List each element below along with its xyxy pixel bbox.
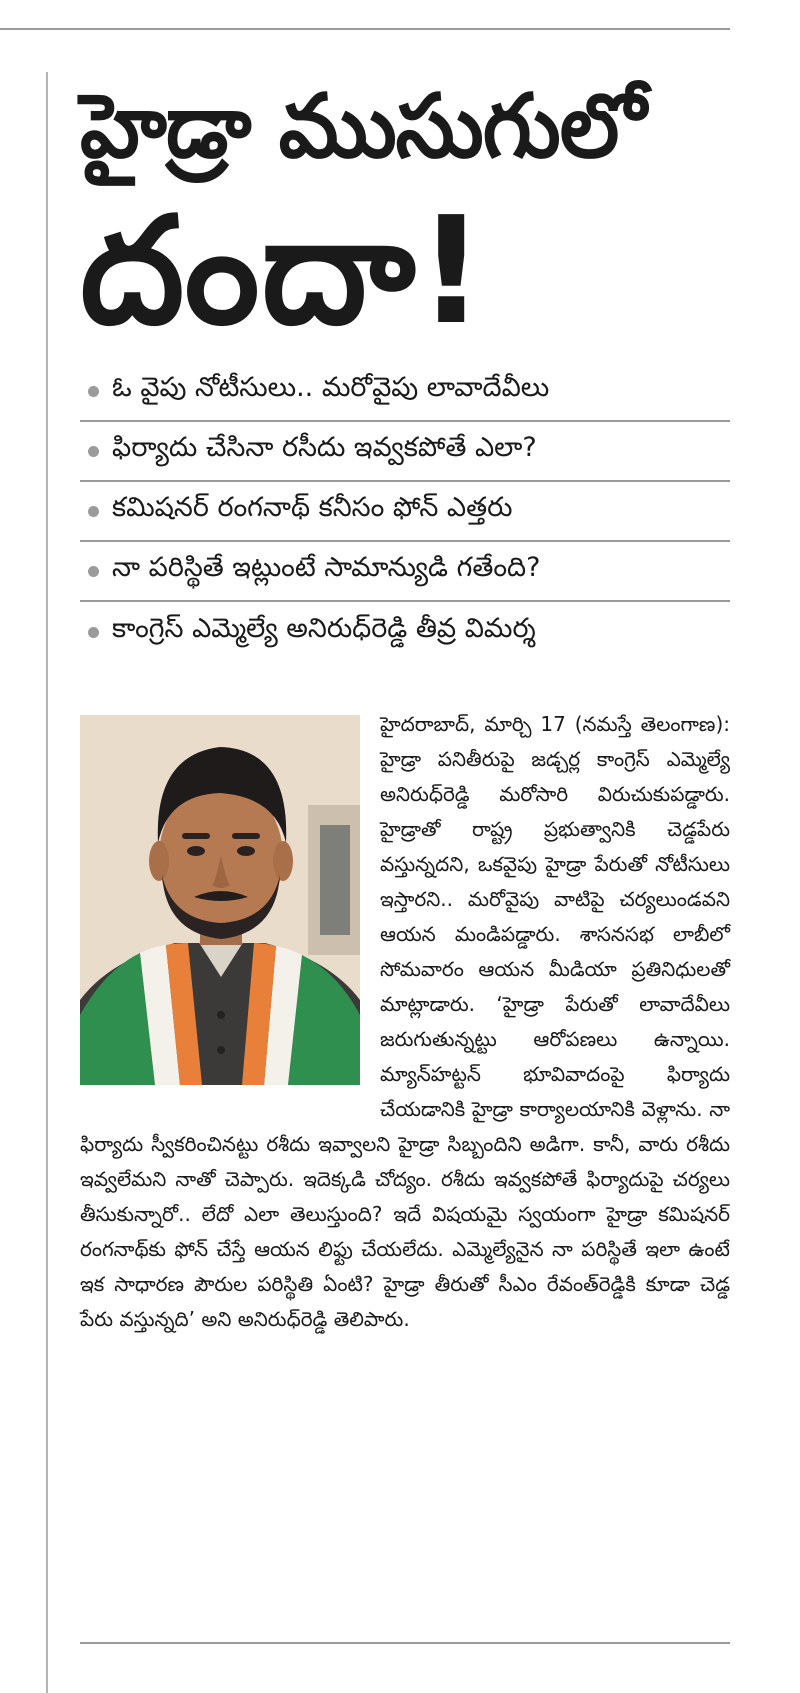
bullet-text: ఫిర్యాదు చేసినా రసీదు ఇవ్వకపోతే ఎలా?	[112, 432, 537, 463]
article-body-text: హైదరాబాద్, మార్చి 17 (నమస్తే తెలంగాణ): హైడ్రా పనితీరుపై జడ్చర్ల కాంగ్రెస్ ఎమ్మెల్యే అనిరుధ్‌రెడ్డి మరోసారి విరుచుకుపడ్డారు. హైడ్రాతో రాష్ట్ర ప్రభుత్వానికి చెడ్డపేరు వస్తున్నదని, ఒకవైపు హైడ్రా పేరుతో నోటీసులు ఇస్తారని.. మరోవైపు వాటిపై చర్యలుండవని ఆయన మండిపడ్డారు. శాసనసభ లాబీలో సోమవారం ఆయన మీడియా ప్రతినిధులతో మాట్లాడారు. ‘హైడ్రా పేరుతో లావాదేవీలు జరుగుతున్నట్టు ఆరోపణలు ఉన్నాయి. మ్యాన్‌హట్టన్ భూవివాదంపై ఫిర్యాదు చేయడానికి హైడ్రా కార్యాలయానికి వెళ్లాను. నా ఫిర్యాదు స్వీకరించినట్టు రశీదు ఇవ్వాలని హైడ్రా సిబ్బందిని అడిగా. కానీ, వారు రశీదు ఇవ్వలేమని నాతో చెప్పారు. ఇదెక్కడి చోద్యం. రశీదు ఇవ్వకపోతే ఫిర్యాదుపై చర్యలు తీసుకున్నారో.. లేదో ఎలా తెలుస్తుంది? ఇదే విషయమై స్వయంగా హైడ్రా కమిషనర్ రంగనాథ్‌కు ఫోన్ చేస్తే ఆయన లిఫ్టు చేయలేదు. ఎమ్మెల్యేనైన నా పరిస్థితే ఇలా ఉంటే ఇక సాధారణ పౌరుల పరిస్థితి ఏంటి? హైడ్రా తీరుతో సీఎం రేవంత్‌రెడ్డికి కూడా చెడ్డ పేరు వస్తున్నది’ అని అనిరుధ్‌రెడ్డి తెలిపారు.	[80, 712, 730, 1331]
bullet-dot-icon	[88, 446, 99, 457]
top-divider	[0, 28, 730, 30]
bullet-dot-icon	[88, 627, 99, 638]
mla-portrait-photo	[80, 715, 360, 1085]
article-body-block	[80, 707, 730, 1337]
summary-bullet	[80, 542, 730, 602]
bullet-text: కమిషనర్ రంగనాథ్ కనీసం ఫోన్ ఎత్తరు	[112, 492, 513, 523]
news-article	[80, 70, 730, 662]
headline-line-2: దందా!	[80, 185, 487, 357]
bullet-text: కాంగ్రెస్ ఎమ్మెల్యే అనిరుధ్‌రెడ్డి తీవ్ర విమర్శ	[112, 613, 536, 644]
summary-bullet	[80, 602, 730, 662]
headline-line-1: హైడ్రా ముసుగులో	[80, 74, 646, 178]
column-divider	[46, 72, 48, 1693]
bullet-text: నా పరిస్థితే ఇట్లుంటే సామాన్యుడి గతేంది?	[112, 552, 541, 583]
summary-bullet	[80, 362, 730, 422]
bottom-divider	[80, 1642, 730, 1644]
bullet-dot-icon	[88, 506, 99, 517]
summary-bullets	[80, 362, 730, 662]
portrait-illustration	[80, 715, 360, 1085]
bullet-dot-icon	[88, 386, 99, 397]
summary-bullet	[80, 482, 730, 542]
bullet-text: ఓ వైపు నోటీసులు.. మరోవైపు లావాదేవీలు	[112, 372, 550, 403]
summary-bullet	[80, 422, 730, 482]
bullet-dot-icon	[88, 566, 99, 577]
